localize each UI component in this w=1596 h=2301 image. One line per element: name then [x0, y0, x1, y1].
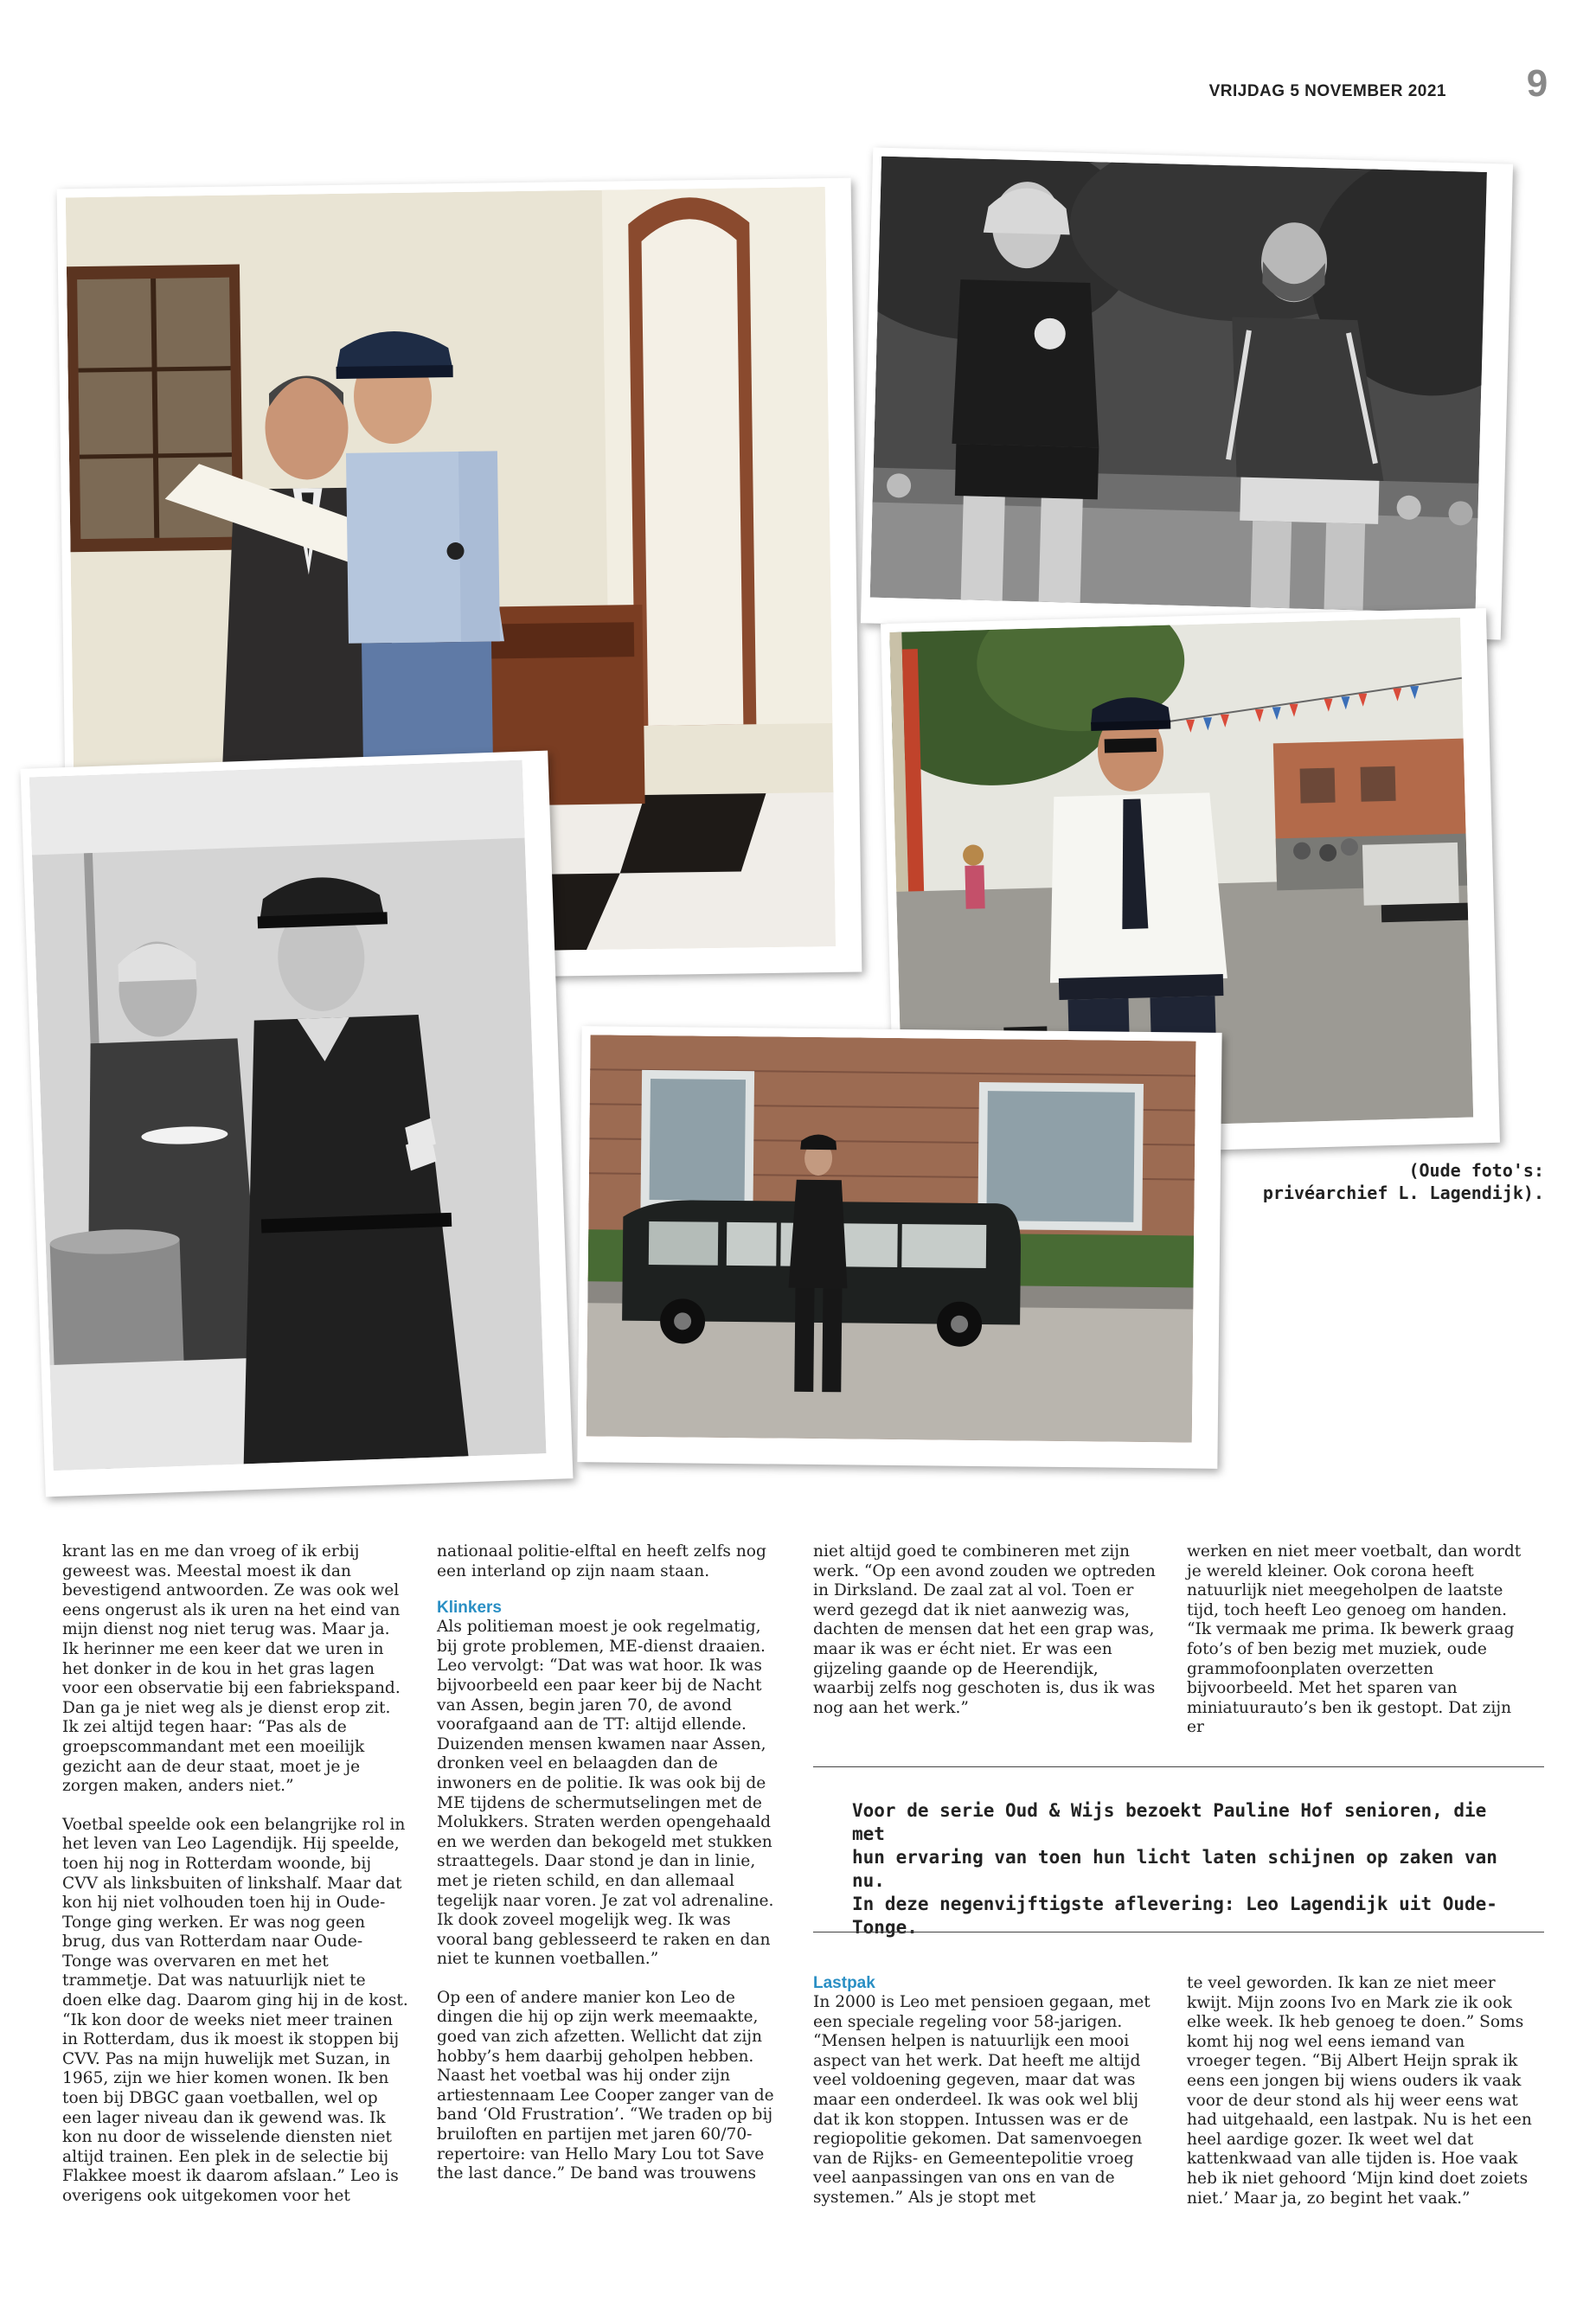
- photo-woman-serving-soup-with-officer: [20, 751, 573, 1497]
- article-column-4: [1187, 1542, 1533, 1738]
- article-column-3: [813, 1542, 1159, 1718]
- photo-footballers-walking: [861, 147, 1513, 639]
- article-column-2: [437, 1542, 783, 2184]
- subheading-klinkers: Klinkers: [437, 1599, 502, 1618]
- article-paragraph: Voetbal speelde ook een belangrijke rol in het leven van Leo Lagendijk. Hij speelde, toen hij nog in Rotterdam woonde, bij CVV als linksbuiten of linkshalf. Maar dat kon hij niet volhouden toen hij in Oude-Tonge ging werken. Er was nog geen brug, dus van Rotterdam naar Oude-Tonge was overvaren en met het trammetje. Dat was natuurlijk niet te doen elke dag. Daarom ging hij in de kost. “Ik kon door de weeks niet meer trainen in Rotterdam, dus ik moest ik stoppen bij CVV. Pas na mijn huwelijk met Suzan, in 1965, zijn we hier komen wonen. Ik ben toen bij DBGC gaan voetballen, wel op een lager niveau dan ik gewend was. Ik kon nu door de wisselende diensten niet altijd trainen. Een plek in de selectie bij Flakkee moest ik daarom afslaan.” Leo is overigens ook uitgekomen voor het: [62, 1815, 408, 2205]
- article-column-3-lower: [813, 1974, 1159, 2208]
- caption-line-2: privéarchief L. Lagendijk).: [1262, 1183, 1544, 1203]
- article-paragraph: nationaal politie-elftal en heeft zelfs nog een interland op zijn naam staan.: [437, 1542, 766, 1580]
- article-paragraph: te veel geworden. Ik kan ze niet meer kwijt. Mijn zoons Ivo en Mark zie ik ook elke week. Ik heb genoeg te doen.” Soms komt hij nog wel eens iemand van vroeger tegen. “Bij Albert Heijn sprak ik eens een jongen bij wiens ouders ik vaak voor de deur stond als hij weer eens wat had uitgehaald, een lastpak. Nu is het een heel aardige gozer. Ik weet wel dat kattenkwaad van alle tijden is. Hoe vaak heb ik niet gehoord ‘Mijn kind doet zoiets niet.’ Maar ja, zo begint het vaak.”: [1187, 1974, 1532, 2208]
- article-paragraph: krant las en me dan vroeg of ik erbij geweest was. Meestal moest ik dan bevestigend antwoorden. Ze was ook wel eens ongerust als ik uren na het eind van mijn dienst nog niet terug was. Maar ja. Ik herinner me een keer dat we uren in het donker in de kou in het gras lagen voor een observatie bij een fabriekspand. Dan ga je niet weg als je dienst erop zit. Ik zei altijd tegen haar: “Pas als de groepscommandant met een moeilijk gezicht aan de deur staat, moet je je zorgen maken, anders niet.”: [62, 1542, 401, 1796]
- photo-caption: [1228, 1159, 1544, 1204]
- article-column-4-lower: [1187, 1974, 1533, 2208]
- subheading-lastpak: Lastpak: [813, 1974, 875, 1992]
- header-date: VRIJDAG 5 NOVEMBER 2021: [1208, 82, 1446, 100]
- page-number: 9: [1526, 62, 1548, 105]
- caption-line-1: (Oude foto's:: [1408, 1160, 1544, 1181]
- intro-top-rule: [813, 1766, 1544, 1767]
- article-paragraph: werken en niet meer voetbalt, dan wordt je wereld kleiner. Ook corona heeft natuurlijk niet meegeholpen de laatste tijd, toch heeft Leo genoeg om handen. “Ik vermaak me prima. Ik bewerk graag foto’s of ben bezig met muziek, oude grammofoonplaten overzetten bijvoorbeeld. Met het sparen van miniatuurauto’s ben ik gestopt. Dat zijn er: [1187, 1542, 1522, 1737]
- article-paragraph: niet altijd goed te combineren met zijn werk. “Op een avond zouden we optreden in Dirksland. De zaal zat al vol. Toen er werd gezegd dat ik niet aanwezig was, dachten de mensen dat het een grap was, maar ik was er écht niet. Er was een gijzeling gaande op de Heerendijk, waarbij zelfs nog geschoten is, dus ik was nog aan het werk.”: [813, 1542, 1156, 1717]
- article-paragraph: In 2000 is Leo met pensioen gegaan, met een speciale regeling voor 58-jarigen. “Mensen helpen is natuurlijk een mooi aspect van het werk. Dat heeft me altijd veel voldoening gegeven, maar dat was maar een onderdeel. Ik was ook wel blij dat ik kon stoppen. Intussen was er de regiopolitie gekomen. Dat samenvoegen van de Rijks- en Gemeentepolitie vroeg veel aanpassingen van ons en van de systemen.” Als je stopt met: [813, 1993, 1151, 2207]
- intro-line-2: hun ervaring van toen hun licht laten schijnen op zaken van nu.: [852, 1847, 1497, 1891]
- article-column-1: [62, 1542, 408, 2207]
- intro-line-1: Voor de serie Oud & Wijs bezoekt Pauline Hof senioren, die met: [852, 1800, 1487, 1844]
- series-intro-box: [852, 1799, 1527, 1939]
- article-paragraph: Op een of andere manier kon Leo de dingen die hij op zijn werk meemaakte, goed van zich afzetten. Wellicht dat zijn hobby’s hem daarbij geholpen hebben. Naast het voetbal was hij onder zijn artiestennaam Lee Cooper zanger van de band ‘Old Frustration’. “We traden op bij bruiloften en partijen met jaren 60/70-repertoire: van Hello Mary Lou tot Save the last dance.” De band was trouwens: [437, 1988, 774, 2183]
- intro-line-3: In deze negenvijftigste aflevering: Leo Lagendijk uit Oude-Tonge.: [852, 1894, 1497, 1938]
- article-paragraph: Als politieman moest je ook regelmatig, bij grote problemen, ME-dienst draaien. Leo vervolgt: “Dat was wat hoor. Ik was bijvoorbeeld een paar keer bij de Nacht van Assen, begin jaren 70, de avond voorafgaand aan de TT: altijd ellende. Duizenden mensen kwamen naar Assen, dronken veel en belaagden dan de inwoners en de politie. Ik was ook bij de ME tijdens de schermutselingen met de Molukkers. Straten werden opengehaald en we werden dan bekogeld met stukken straattegels. Daar stond je dan in linie, met je rieten schild, en dan allemaal tegelijk naar voren. Je zat vol adrenaline. Ik dook zoveel mogelijk weg. Ik was vooral bang geblesseerd te raken en dan niet te kunnen voetballen.”: [437, 1618, 774, 1969]
- photo-officer-with-police-van: [577, 1026, 1221, 1469]
